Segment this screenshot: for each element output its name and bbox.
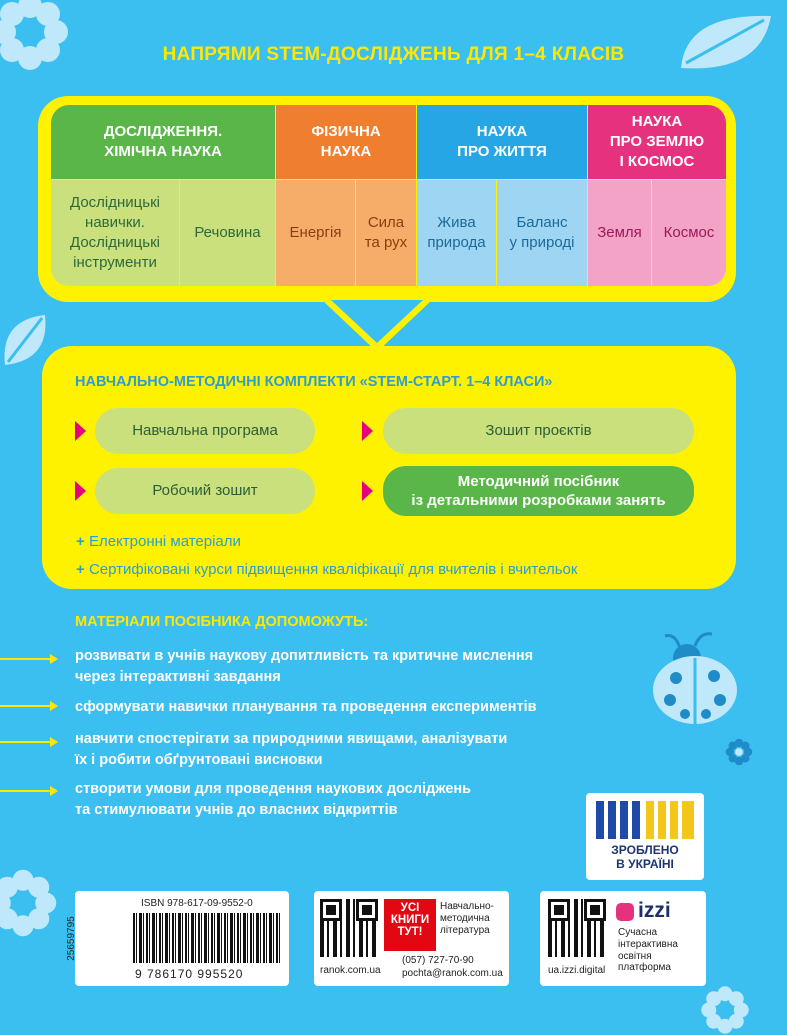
direction-sub-earth: Земля — [588, 180, 651, 286]
ranok-phone: (057) 727-70-90 — [402, 955, 474, 966]
direction-sub-skills: Дослідницькі навички. Дослідницькі інструменти — [51, 180, 179, 286]
kit-extra-label: Електронні матеріали — [88, 533, 241, 550]
bullet-triangle-icon — [75, 421, 86, 441]
kit-title: НАВЧАЛЬНО-МЕТОДИЧНІ КОМПЛЕКТИ «STEM-СТАРТ. 1–4 КЛАСИ» — [75, 374, 553, 390]
materials-title: МАТЕРІАЛИ ПОСІБНИКА ДОПОМОЖУТЬ: — [75, 614, 369, 630]
ranok-category: Навчально- методична література — [440, 901, 494, 936]
made-in-ukraine-badge — [586, 793, 704, 880]
direction-header-chemistry: ДОСЛІДЖЕННЯ. ХІМІЧНА НАУКА — [51, 105, 275, 179]
direction-sub-space: Космос — [652, 180, 726, 286]
arrow-right-icon — [0, 658, 56, 660]
flower-icon — [0, 868, 58, 938]
qr-code-ranok[interactable] — [320, 899, 378, 957]
made-in-ukraine-text: ЗРОБЛЕНО В УКРАЇНІ — [611, 843, 679, 872]
kit-item-project-notebook: Зошит проєктів — [383, 408, 694, 454]
izzi-logo-icon — [616, 903, 634, 921]
page-title: НАПРЯМИ STEM-ДОСЛІДЖЕНЬ ДЛЯ 1–4 КЛАСІВ — [162, 44, 625, 65]
qr-code-izzi[interactable] — [548, 899, 606, 957]
materials-item: розвивати в учнів наукову допитливість та критичне мислення через інтерактивні завдання — [75, 648, 534, 686]
direction-header-earth: НАУКА ПРО ЗЕМЛЮ І КОСМОС — [588, 105, 726, 179]
direction-sub-wildlife: Жива природа — [417, 180, 496, 286]
directions-panel — [38, 96, 736, 302]
isbn-text: ISBN 978-617-09-9552-0 — [141, 898, 253, 909]
down-arrow-inner — [331, 300, 423, 343]
arrow-right-icon — [0, 705, 56, 707]
ranok-email[interactable]: pochta@ranok.com.ua — [402, 968, 503, 979]
direction-sub-balance: Баланс у природі — [497, 180, 587, 286]
flower-icon — [725, 738, 753, 766]
ranok-card — [314, 891, 509, 986]
ladybug-icon — [640, 628, 750, 728]
leaf-icon — [0, 310, 50, 370]
izzi-card — [540, 891, 706, 986]
bullet-triangle-icon — [362, 421, 373, 441]
materials-item: навчити спостерігати за природними явищами, аналізувати їх і робити обґрунтовані висновки — [75, 731, 508, 769]
direction-header-life: НАУКА ПРО ЖИТТЯ — [417, 105, 587, 179]
kit-item-program: Навчальна програма — [95, 408, 315, 454]
kit-extra-electronic: + Електронні матеріали — [76, 533, 241, 550]
bullet-triangle-icon — [75, 481, 86, 501]
isbn-barcode — [65, 891, 289, 986]
barcode-side-digits: 25659795 — [65, 916, 77, 961]
direction-sub-energy: Енергія — [276, 180, 355, 286]
direction-sub-substance: Речовина — [180, 180, 275, 286]
materials-item: створити умови для проведення наукових досліджень та стимулювати учнів до власних відкриттів — [75, 781, 472, 819]
izzi-logo: izzi — [638, 899, 671, 922]
kit-extra-label: Сертифіковані курси підвищення кваліфікації для вчителів і вчительок — [88, 561, 578, 578]
kit-item-methodical-guide: Методичний посібник із детальними розробками занять — [383, 466, 694, 516]
barcode-digits: 9 786170 995520 — [135, 967, 244, 981]
kit-item-workbook: Робочий зошит — [95, 468, 315, 514]
flag-stripes-icon — [596, 801, 694, 839]
kit-extra-courses: + Сертифіковані курси підвищення кваліфікації для вчителів і вчительок — [76, 561, 578, 578]
bullet-triangle-icon — [362, 481, 373, 501]
materials-item: сформувати навички планування та проведення експериментів — [75, 699, 537, 715]
izzi-site[interactable]: ua.izzi.digital — [548, 965, 606, 976]
ranok-slogan: УСІ КНИГИ ТУТ! — [384, 899, 436, 951]
arrow-right-icon — [0, 790, 56, 792]
ranok-site[interactable]: ranok.com.ua — [320, 965, 381, 976]
arrow-right-icon — [0, 741, 56, 743]
barcode-bars — [133, 913, 281, 963]
direction-header-physics: ФІЗИЧНА НАУКА — [276, 105, 416, 179]
izzi-description: Сучасна інтерактивна освітня платформа — [618, 927, 678, 974]
leaf-icon — [676, 8, 776, 78]
flower-icon — [700, 985, 750, 1035]
direction-sub-force: Сила та рух — [356, 180, 416, 286]
